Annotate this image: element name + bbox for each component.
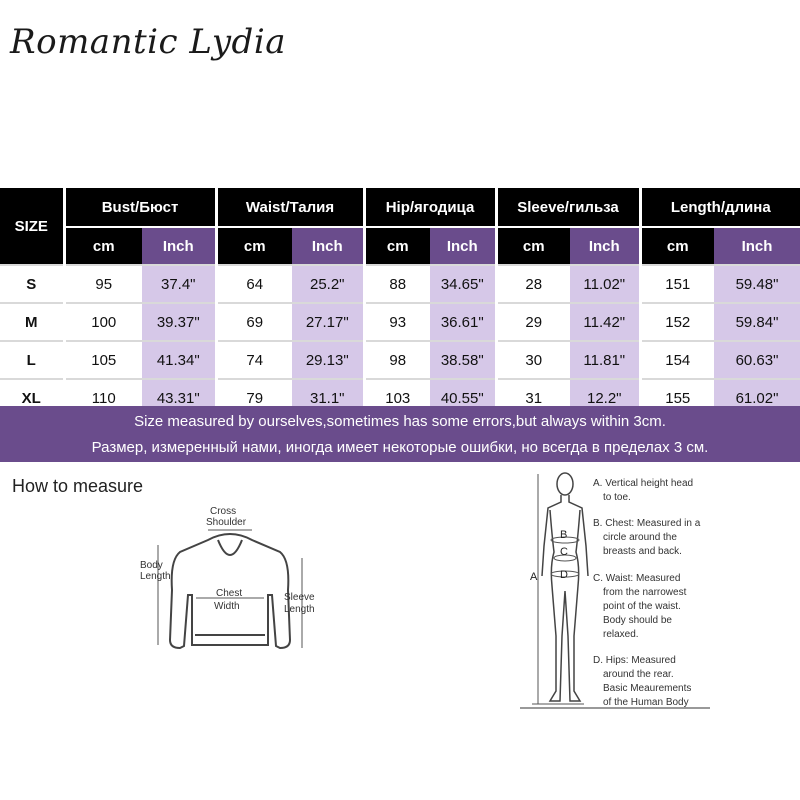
note-d-line: of the Human Body: [603, 697, 689, 708]
note-d: [593, 654, 713, 710]
note-d-line: around the rear.: [603, 669, 674, 680]
value-inch-cell: 11.42": [570, 303, 640, 341]
value-inch-cell: 43.31": [142, 379, 216, 416]
size-cell: L: [0, 341, 64, 379]
unit-inch: Inch: [430, 227, 496, 265]
value-inch-cell: 59.84": [714, 303, 800, 341]
unit-cm: cm: [64, 227, 142, 265]
value-cm-cell: 151: [640, 265, 714, 303]
note-c-line: C. Waist: Measured: [593, 573, 681, 584]
value-inch-cell: 27.17": [292, 303, 364, 341]
unit-cm: cm: [496, 227, 570, 265]
cross-shoulder-label-1: Cross: [210, 506, 237, 517]
body-measure-diagram: [520, 466, 590, 716]
header-hip: Hip/ягодица: [364, 188, 496, 227]
value-inch-cell: 12.2": [570, 379, 640, 416]
note-c-line: Body should be: [603, 615, 672, 626]
unit-inch: Inch: [714, 227, 800, 265]
diagram-underline: [520, 705, 710, 711]
value-inch-cell: 60.63": [714, 341, 800, 379]
note-c-line: from the narrowest: [603, 587, 687, 598]
size-cell: S: [0, 265, 64, 303]
value-inch-cell: 37.4": [142, 265, 216, 303]
note-d-line: Basic Meaurements: [603, 683, 692, 694]
letter-c: C: [560, 546, 568, 558]
table-row: [0, 303, 800, 341]
value-cm-cell: 74: [216, 341, 292, 379]
letter-b: B: [560, 529, 568, 541]
note-c-line: relaxed.: [603, 629, 639, 640]
note-b-line: circle around the: [603, 532, 677, 543]
value-inch-cell: 11.02": [570, 265, 640, 303]
note-b-line: B. Chest: Measured in a: [593, 518, 701, 529]
value-cm-cell: 152: [640, 303, 714, 341]
value-inch-cell: 34.65": [430, 265, 496, 303]
table-row: [0, 341, 800, 379]
value-inch-cell: 11.81": [570, 341, 640, 379]
value-inch-cell: 36.61": [430, 303, 496, 341]
value-cm-cell: 29: [496, 303, 570, 341]
size-chart-table: [0, 188, 800, 416]
note-c-line: point of the waist.: [603, 601, 681, 612]
value-inch-cell: 39.37": [142, 303, 216, 341]
measurement-notice: [0, 406, 800, 462]
note-d-line: D. Hips: Measured: [593, 655, 676, 666]
header-group-row: [0, 188, 800, 227]
value-inch-cell: 38.58": [430, 341, 496, 379]
value-inch-cell: 31.1": [292, 379, 364, 416]
size-cell: XL: [0, 379, 64, 416]
value-cm-cell: 28: [496, 265, 570, 303]
value-cm-cell: 105: [64, 341, 142, 379]
value-cm-cell: 88: [364, 265, 430, 303]
cross-shoulder-label-2: Shoulder: [206, 517, 247, 528]
note-a-line: A. Vertical height head: [593, 478, 694, 489]
human-body-icon: [542, 473, 588, 701]
sleeve-length-label-2: Length: [284, 604, 315, 615]
brand-logo: Romantic Lydia: [10, 22, 286, 62]
unit-inch: Inch: [292, 227, 364, 265]
body-length-label-2: Length: [140, 571, 171, 582]
sleeve-length-label-1: Sleeve: [284, 592, 315, 603]
header-bust: Bust/Бюст: [64, 188, 216, 227]
letter-d: D: [560, 569, 568, 581]
header-sleeve: Sleeve/гильза: [496, 188, 640, 227]
value-cm-cell: 31: [496, 379, 570, 416]
how-to-measure-title: How to measure: [12, 476, 144, 496]
size-header: SIZE: [0, 188, 64, 265]
sweater-measure-diagram: [130, 500, 340, 670]
header-unit-row: [0, 227, 800, 265]
value-cm-cell: 30: [496, 341, 570, 379]
value-cm-cell: 79: [216, 379, 292, 416]
notice-russian: Размер, измеренный нами, иногда имеет некоторые ошибки, но всегда в пределах 3 см.: [91, 439, 709, 456]
unit-inch: Inch: [570, 227, 640, 265]
value-cm-cell: 103: [364, 379, 430, 416]
value-cm-cell: 69: [216, 303, 292, 341]
value-cm-cell: 64: [216, 265, 292, 303]
value-inch-cell: 41.34": [142, 341, 216, 379]
note-a: [593, 477, 713, 505]
value-cm-cell: 154: [640, 341, 714, 379]
unit-cm: cm: [364, 227, 430, 265]
note-a-line: to toe.: [603, 492, 631, 503]
chest-width-label-1: Chest: [216, 588, 243, 599]
header-waist: Waist/Талия: [216, 188, 364, 227]
note-b-line: breasts and back.: [603, 546, 682, 557]
value-cm-cell: 95: [64, 265, 142, 303]
chest-width-label-2: Width: [214, 601, 240, 612]
value-inch-cell: 61.02": [714, 379, 800, 416]
value-cm-cell: 155: [640, 379, 714, 416]
value-cm-cell: 100: [64, 303, 142, 341]
value-cm-cell: 93: [364, 303, 430, 341]
value-cm-cell: 98: [364, 341, 430, 379]
value-cm-cell: 110: [64, 379, 142, 416]
header-length: Length/длина: [640, 188, 800, 227]
value-inch-cell: 29.13": [292, 341, 364, 379]
body-length-label-1: Body: [140, 560, 163, 571]
unit-cm: cm: [640, 227, 714, 265]
value-inch-cell: 59.48": [714, 265, 800, 303]
note-c: [593, 572, 713, 642]
note-b: [593, 517, 713, 559]
letter-a: A: [530, 571, 538, 583]
unit-inch: Inch: [142, 227, 216, 265]
table-row: [0, 265, 800, 303]
size-cell: M: [0, 303, 64, 341]
value-inch-cell: 40.55": [430, 379, 496, 416]
unit-cm: cm: [216, 227, 292, 265]
value-inch-cell: 25.2": [292, 265, 364, 303]
notice-english: Size measured by ourselves,sometimes has some errors,but always within 3cm.: [134, 413, 666, 430]
